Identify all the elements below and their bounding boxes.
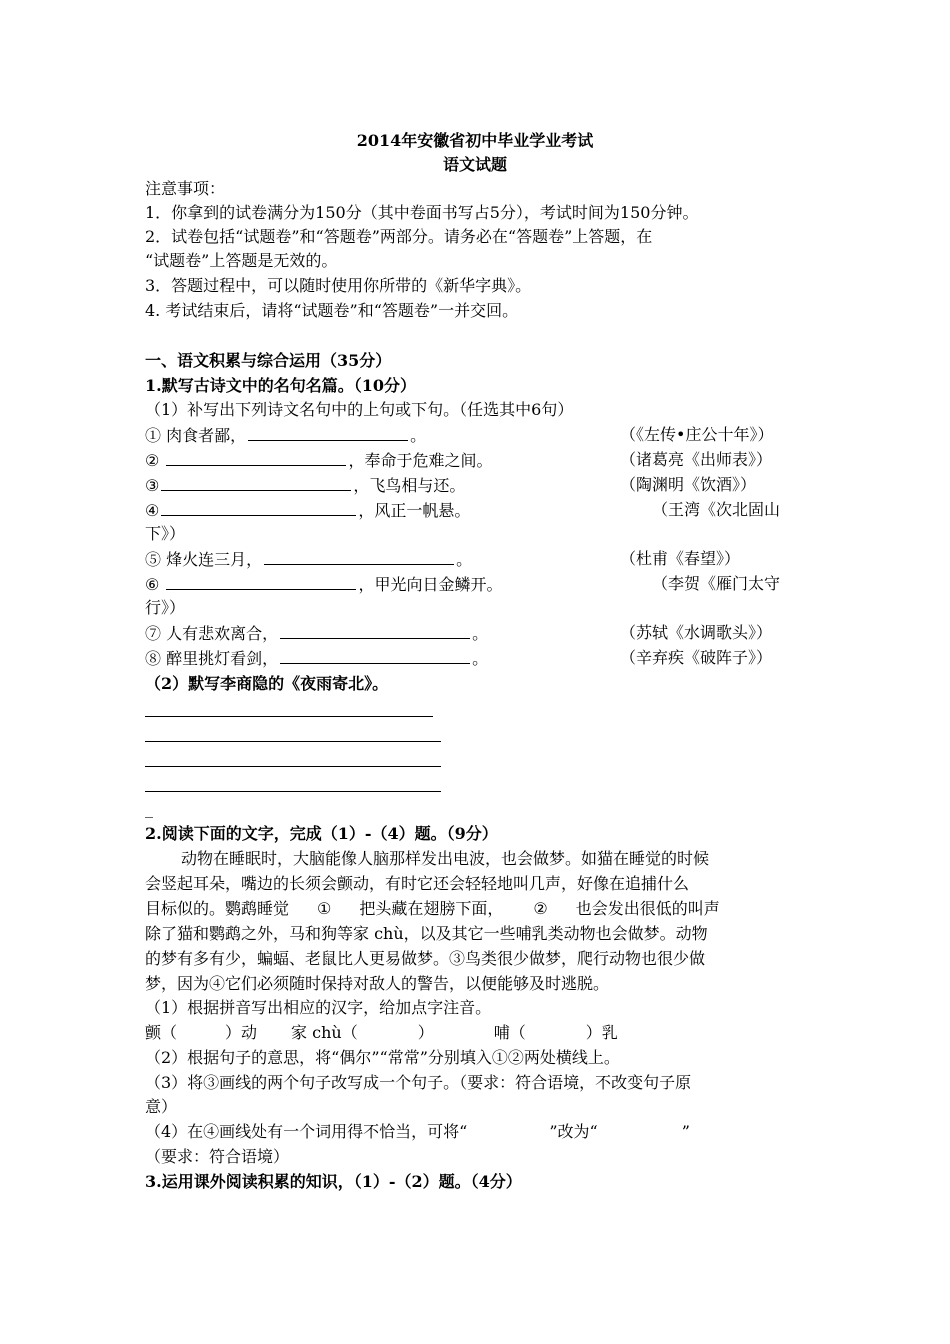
question-2-sub3: （3）将③画线的两个句子改写成一个句子。（要求：符合语境，不改变句子原 — [145, 1073, 692, 1092]
notes-heading: 注意事项： — [145, 179, 226, 198]
passage-line: 会竖起耳朵，嘴边的长须会颤动，有时它还会轻轻地叫几声，好像在追捕什么 — [145, 874, 690, 893]
verse-source: （陶渊明《饮酒》） — [620, 475, 757, 494]
verse-source: （李贺《雁门太守 — [652, 574, 781, 593]
exam-title: 2014年安徽省初中毕业学业考试 — [356, 131, 594, 150]
verse-item-5: ⑤ 烽火连三月， 。 — [145, 550, 473, 569]
question-2-sub2: （2）根据句子的意思，将“偶尔”“常常”分别填入①②两处横线上。 — [145, 1048, 620, 1067]
verse-source-wrap: 行》） — [145, 598, 186, 617]
answer-line[interactable] — [145, 791, 441, 792]
verse-item-6: ⑥ ，甲光向日金鳞开。 — [145, 575, 503, 594]
answer-blank[interactable] — [280, 647, 470, 664]
pinyin-row: 颤（ ）动 家 chù（ ） 哺（ ）乳 — [145, 1023, 618, 1042]
answer-line[interactable] — [145, 741, 441, 742]
passage-line: 动物在睡眠时，大脑能像人脑那样发出电波，也会做梦。如猫在睡觉的时候 — [181, 849, 710, 868]
verse-source: （王湾《次北固山 — [652, 500, 781, 519]
verse-source-wrap: 下》） — [145, 524, 186, 543]
answer-blank[interactable] — [280, 622, 470, 639]
section-heading: 一、语文积累与综合运用（35分） — [145, 351, 392, 370]
question-2-sub1: （1）根据拼音写出相应的汉字，给加点字注音。 — [145, 998, 492, 1017]
verse-source: （《左传•庄公十年》） — [620, 425, 774, 444]
answer-blank[interactable] — [166, 573, 356, 590]
answer-line[interactable] — [145, 766, 441, 767]
note-item: “试题卷”上答题是无效的。 — [145, 251, 338, 270]
note-item: 3．答题过程中，可以随时使用你所带的《新华字典》。 — [145, 276, 532, 295]
verse-item-7: ⑦ 人有悲欢离合， 。 — [145, 624, 489, 643]
verse-source: （杜甫《春望》） — [620, 549, 741, 568]
verse-item-1: ① 肉食者鄙， 。 — [145, 426, 427, 445]
answer-blank[interactable] — [248, 424, 408, 441]
verse-source: （苏轼《水调歌头》） — [620, 623, 773, 642]
verse-item-4: ④ ，风正一帆悬。 — [145, 501, 471, 520]
question-2-sub3-wrap: 意） — [145, 1097, 178, 1116]
question-3-heading: 3.运用课外阅读积累的知识，（1）-（2）题。（4分） — [145, 1172, 522, 1191]
answer-blank[interactable] — [161, 474, 351, 491]
answer-blank[interactable] — [166, 449, 346, 466]
exam-subtitle: 语文试题 — [442, 155, 507, 174]
answer-blank[interactable] — [161, 499, 356, 516]
verse-item-2: ② ，奉命于危难之间。 — [145, 451, 493, 470]
answer-line[interactable] — [145, 716, 433, 717]
passage-line: 除了猫和鹦鹉之外，马和狗等家 chù，以及其它一些哺乳类动物也会做梦。动物 — [145, 924, 708, 943]
verse-source: （辛弃疾《破阵子》） — [620, 648, 773, 667]
note-item: 1．你拿到的试卷满分为150分（其中卷面书写占5分），考试时间为150分钟。 — [145, 203, 699, 222]
answer-blank[interactable] — [264, 548, 454, 565]
passage-line: 梦，因为④它们必须随时保持对敌人的警告，以便能够及时逃脱。 — [145, 974, 610, 993]
verse-source: （诸葛亮《出师表》） — [620, 450, 773, 469]
passage-line: 目标似的。鹦鹉睡觉 ① 把头藏在翅膀下面， ② 也会发出很低的叫声 — [145, 899, 720, 918]
question-2-sub4-requirement: （要求：符合语境） — [145, 1147, 290, 1166]
stray-underscore: _ — [145, 799, 153, 818]
verse-item-3: ③ ，飞鸟相与还。 — [145, 476, 466, 495]
question-1-sub2: （2）默写李商隐的《夜雨寄北》。 — [145, 674, 389, 693]
question-1-sub1: （1）补写出下列诗文名句中的上句或下句。（任选其中6句） — [145, 400, 574, 419]
note-item: 2．试卷包括“试题卷”和“答题卷”两部分。请务必在“答题卷”上答题，在 — [145, 227, 653, 246]
question-2-sub4: （4）在④画线处有一个词用得不恰当，可将“ ”改为“ ” — [145, 1122, 690, 1141]
note-item: 4. 考试结束后，请将“试题卷”和“答题卷”一并交回。 — [145, 301, 519, 320]
verse-item-8: ⑧ 醉里挑灯看剑， 。 — [145, 649, 489, 668]
passage-line: 的梦有多有少，蝙蝠、老鼠比人更易做梦。③鸟类很少做梦，爬行动物也很少做 — [145, 949, 706, 968]
question-2-heading: 2.阅读下面的文字，完成（1）-（4）题。（9分） — [145, 824, 498, 843]
question-1-heading: 1.默写古诗文中的名句名篇。（10分） — [145, 376, 416, 395]
